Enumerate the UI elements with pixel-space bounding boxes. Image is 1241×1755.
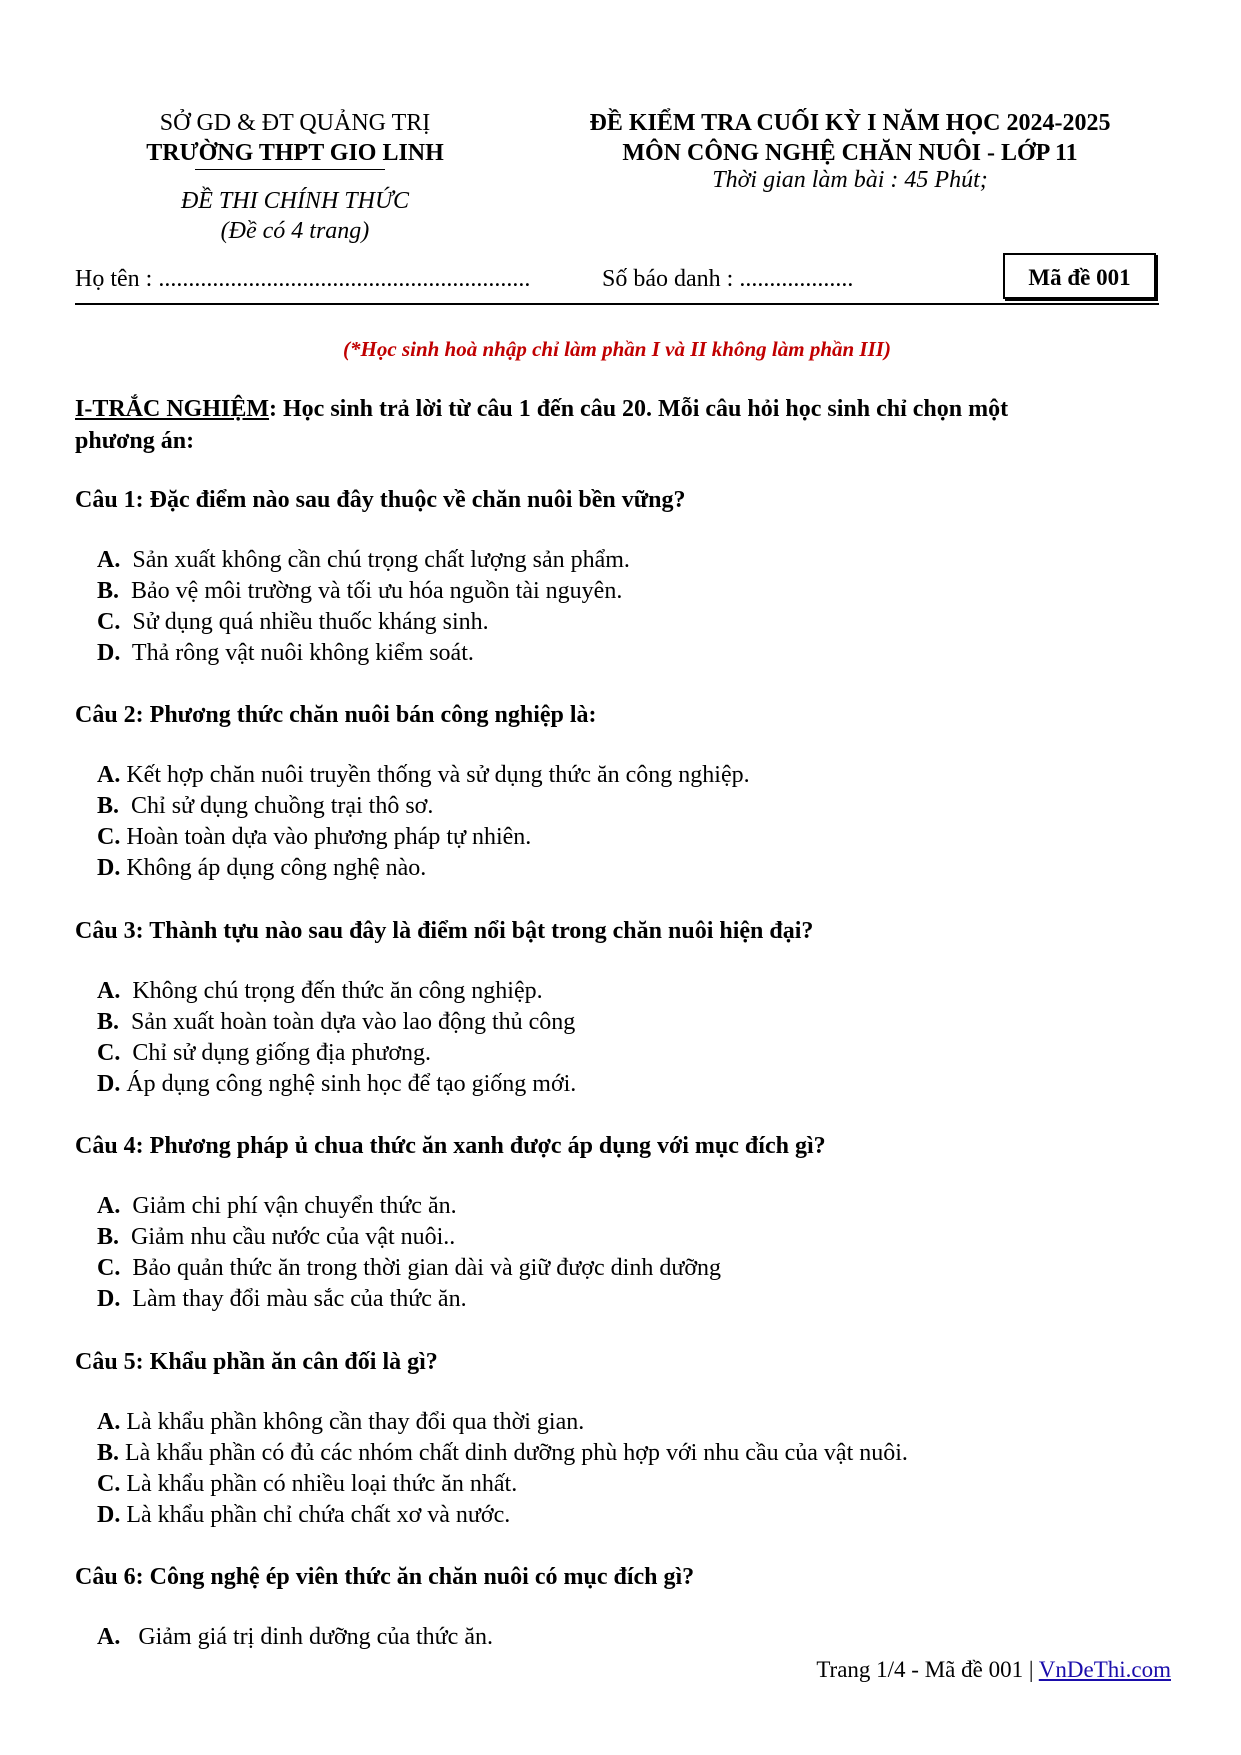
option-a[interactable]: A. Kết hợp chăn nuôi truyền thống và sử dụng thức ăn công nghiệp. bbox=[97, 762, 750, 788]
department-name: SỞ GD & ĐT QUẢNG TRỊ bbox=[159, 110, 431, 136]
section-heading bbox=[75, 393, 1165, 457]
student-id-line: Số báo danh : ................... bbox=[602, 266, 854, 292]
option-c[interactable]: C. Bảo quản thức ăn trong thời gian dài và giữ được dinh dưỡng bbox=[97, 1255, 722, 1281]
question-2-options bbox=[97, 760, 750, 884]
time-label: Thời gian làm bài : 45 Phút; bbox=[712, 167, 988, 193]
header-right bbox=[540, 108, 1160, 195]
exam-code-box: Mã đề 001 bbox=[1003, 253, 1156, 299]
question-6: Câu 6: Công nghệ ép viên thức ăn chăn nuôi có mục đích gì? bbox=[75, 1564, 695, 1590]
pages-label: (Đề có 4 trang) bbox=[220, 218, 370, 244]
option-a[interactable]: A. Là khẩu phần không cần thay đổi qua thời gian. bbox=[97, 1409, 585, 1435]
special-note: (*Học sinh hoà nhập chỉ làm phần I và II không làm phần III) bbox=[343, 337, 891, 361]
option-d[interactable]: D. Không áp dụng công nghệ nào. bbox=[97, 855, 427, 881]
footer-link[interactable]: VnDeThi.com bbox=[1038, 1657, 1171, 1682]
question-1-options bbox=[97, 545, 630, 669]
option-d[interactable]: D. Áp dụng công nghệ sinh học để tạo giống mới. bbox=[97, 1071, 577, 1097]
option-a[interactable]: A. Giảm giá trị dinh dưỡng của thức ăn. bbox=[97, 1624, 493, 1650]
option-c[interactable]: C. Chỉ sử dụng giống địa phương. bbox=[97, 1040, 432, 1066]
option-a[interactable]: A. Giảm chi phí vận chuyển thức ăn. bbox=[97, 1193, 457, 1219]
question-3-options bbox=[97, 976, 576, 1100]
option-b[interactable]: B. Giảm nhu cầu nước của vật nuôi.. bbox=[97, 1224, 456, 1250]
official-block bbox=[75, 186, 515, 246]
section-label: I-TRẮC NGHIỆM bbox=[75, 396, 270, 422]
option-b[interactable]: B. Là khẩu phần có đủ các nhóm chất dinh dưỡng phù hợp với nhu cầu của vật nuôi. bbox=[97, 1440, 908, 1466]
question-3: Câu 3: Thành tựu nào sau đây là điểm nổi bật trong chăn nuôi hiện đại? bbox=[75, 918, 814, 944]
footer-text: Trang 1/4 - Mã đề 001 | bbox=[816, 1657, 1039, 1682]
page-footer bbox=[816, 1657, 1171, 1683]
subject-title: MÔN CÔNG NGHỆ CHĂN NUÔI - LỚP 11 bbox=[622, 140, 1078, 166]
exam-title: ĐỀ KIỂM TRA CUỐI KỲ I NĂM HỌC 2024-2025 bbox=[589, 110, 1111, 136]
question-6-options bbox=[97, 1622, 493, 1653]
school-name: TRƯỜNG THPT GIO LINH bbox=[146, 140, 444, 166]
option-a[interactable]: A. Không chú trọng đến thức ăn công nghiệp. bbox=[97, 978, 543, 1004]
option-a[interactable]: A. Sản xuất không cần chú trọng chất lượng sản phẩm. bbox=[97, 547, 630, 573]
question-2: Câu 2: Phương thức chăn nuôi bán công nghiệp là: bbox=[75, 702, 597, 728]
section-text: : Học sinh trả lời từ câu 1 đến câu 20. Mỗi câu hỏi học sinh chỉ chọn một bbox=[269, 396, 1009, 422]
official-label: ĐỀ THI CHÍNH THỨC bbox=[180, 188, 410, 214]
option-b[interactable]: B. Sản xuất hoàn toàn dựa vào lao động thủ công bbox=[97, 1009, 576, 1035]
option-c[interactable]: C. Hoàn toàn dựa vào phương pháp tự nhiên. bbox=[97, 824, 532, 850]
student-name-line: Họ tên : .............................................................. bbox=[75, 266, 531, 292]
section-text-continued: phương án: bbox=[75, 428, 195, 454]
question-4-options bbox=[97, 1191, 721, 1315]
question-1: Câu 1: Đặc điểm nào sau đây thuộc về chăn nuôi bền vững? bbox=[75, 487, 686, 513]
option-c[interactable]: C. Là khẩu phần có nhiều loại thức ăn nhất. bbox=[97, 1471, 518, 1497]
header-left bbox=[75, 108, 515, 168]
option-d[interactable]: D. Làm thay đổi màu sắc của thức ăn. bbox=[97, 1286, 467, 1312]
option-b[interactable]: B. Bảo vệ môi trường và tối ưu hóa nguồn tài nguyên. bbox=[97, 578, 623, 604]
option-d[interactable]: D. Thả rông vật nuôi không kiểm soát. bbox=[97, 640, 474, 666]
question-5: Câu 5: Khẩu phần ăn cân đối là gì? bbox=[75, 1349, 438, 1375]
header-divider bbox=[75, 303, 1159, 305]
option-b[interactable]: B. Chỉ sử dụng chuồng trại thô sơ. bbox=[97, 793, 434, 819]
option-c[interactable]: C. Sử dụng quá nhiều thuốc kháng sinh. bbox=[97, 609, 489, 635]
option-d[interactable]: D. Là khẩu phần chỉ chứa chất xơ và nước. bbox=[97, 1502, 511, 1528]
school-underline bbox=[195, 169, 385, 170]
question-4: Câu 4: Phương pháp ủ chua thức ăn xanh được áp dụng với mục đích gì? bbox=[75, 1133, 826, 1159]
question-5-options bbox=[97, 1407, 908, 1531]
